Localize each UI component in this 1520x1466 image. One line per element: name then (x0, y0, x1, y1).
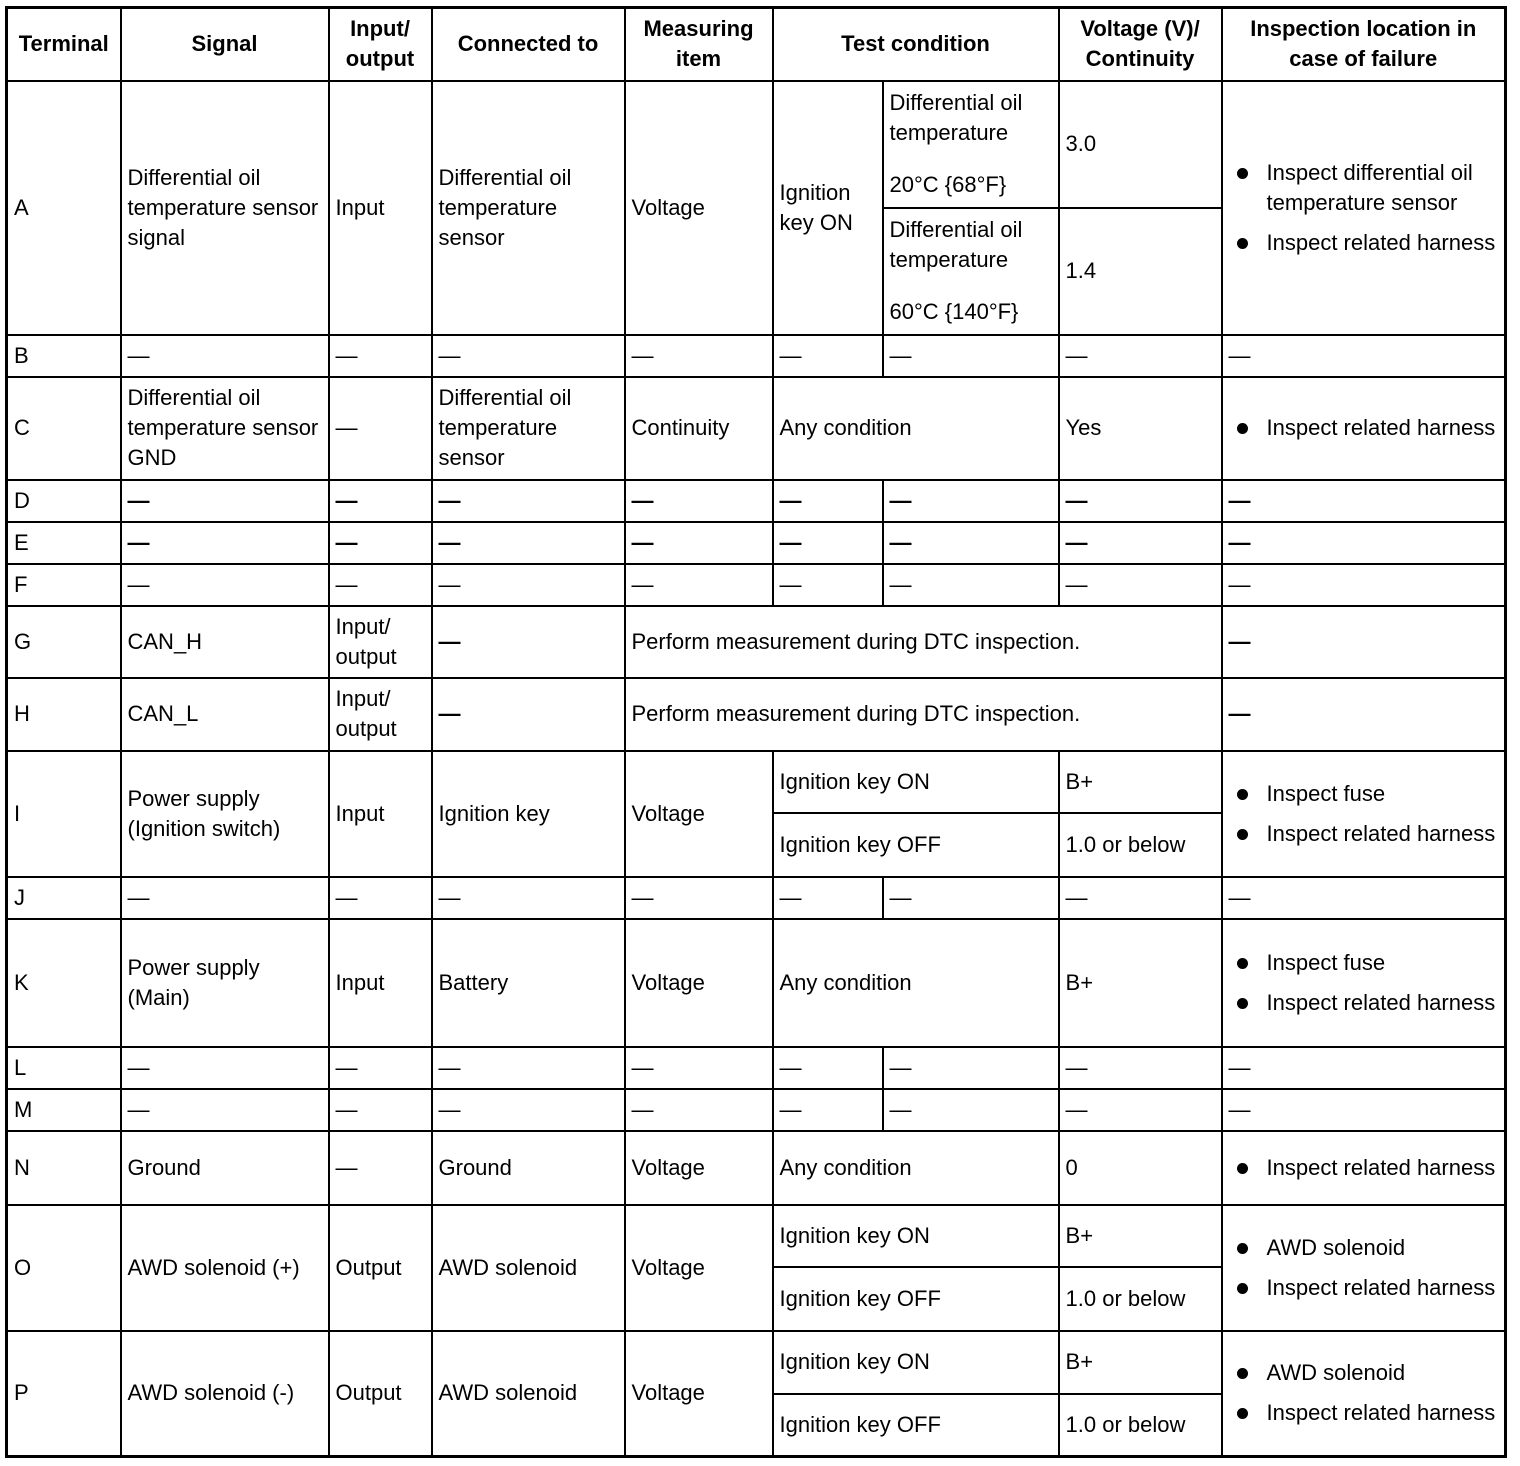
inspection-list (1229, 779, 1499, 849)
dash-cell: — (121, 1047, 329, 1089)
header-measuring-item: Measuring item (625, 8, 773, 81)
measuring-item-cell: Voltage (625, 1205, 773, 1331)
inspection-list (1229, 413, 1499, 443)
inspection-item: AWD solenoid (1267, 1233, 1499, 1263)
dash-cell: — (1222, 1089, 1506, 1131)
dash-cell: — (625, 564, 773, 606)
terminal-cell: O (7, 1205, 121, 1331)
value-cell: 1.0 or below (1059, 1394, 1222, 1457)
terminal-cell: P (7, 1331, 121, 1457)
terminal-voltage-table (5, 6, 1507, 1458)
table-row (7, 1131, 1506, 1205)
inspection-item: Inspect differential oil temperature sensor (1267, 158, 1499, 218)
signal-cell: Differential oil temperature sensor GND (121, 377, 329, 480)
dash-cell: — (625, 877, 773, 919)
note-cell: Perform measurement during DTC inspection. (625, 606, 1222, 678)
dash-cell: — (1222, 564, 1506, 606)
inspection-item: Inspect related harness (1267, 228, 1499, 258)
dash-cell: — (329, 480, 432, 522)
dash-cell: — (1059, 1089, 1222, 1131)
dash-cell: — (773, 335, 883, 377)
header-voltage: Voltage (V)/ Continuity (1059, 8, 1222, 81)
terminal-cell: C (7, 377, 121, 480)
dash-cell: — (121, 480, 329, 522)
dash-cell: — (1222, 678, 1506, 751)
header-connected-to: Connected to (432, 8, 625, 81)
condition-cell: Ignition key ON (773, 1331, 1059, 1394)
dash-cell: — (625, 1047, 773, 1089)
dash-cell: — (329, 564, 432, 606)
condition-cell: Any condition (773, 1131, 1059, 1205)
dash-cell: — (329, 335, 432, 377)
table-row (7, 606, 1506, 678)
value-cell: 1.0 or below (1059, 813, 1222, 877)
value-cell: 1.4 (1059, 208, 1222, 335)
measuring-item-cell: Voltage (625, 1331, 773, 1457)
inspection-item: Inspect fuse (1267, 948, 1499, 978)
dash-cell: — (432, 877, 625, 919)
terminal-cell: G (7, 606, 121, 678)
dash-cell: — (773, 1047, 883, 1089)
signal-cell: Differential oil temperature sensor signal (121, 81, 329, 335)
inspection-item: Inspect related harness (1267, 1398, 1499, 1428)
dash-cell: — (883, 1047, 1059, 1089)
inspection-item: Inspect fuse (1267, 779, 1499, 809)
terminal-cell: H (7, 678, 121, 751)
io-cell: Output (329, 1331, 432, 1457)
condition-cell: Any condition (773, 377, 1059, 480)
dash-cell: — (1059, 564, 1222, 606)
sub-condition-cell (883, 208, 1059, 335)
io-cell: Input/ output (329, 606, 432, 678)
dash-cell: — (1222, 1047, 1506, 1089)
inspection-list (1229, 1233, 1499, 1303)
inspection-list (1229, 1358, 1499, 1428)
signal-cell: AWD solenoid (+) (121, 1205, 329, 1331)
dash-cell: — (329, 1089, 432, 1131)
header-signal: Signal (121, 8, 329, 81)
table-row (7, 877, 1506, 919)
dash-cell: — (121, 335, 329, 377)
dash-cell: — (883, 564, 1059, 606)
terminal-cell: N (7, 1131, 121, 1205)
header-inspection: Inspection location in case of failure (1222, 8, 1506, 81)
io-cell: Input (329, 919, 432, 1047)
inspection-item: AWD solenoid (1267, 1358, 1499, 1388)
sub-condition-temp: 60°C {140°F} (889, 299, 1019, 324)
header-terminal: Terminal (7, 8, 121, 81)
connected-to-cell: Ground (432, 1131, 625, 1205)
signal-cell: CAN_H (121, 606, 329, 678)
dash-cell: — (432, 522, 625, 564)
terminal-cell: A (7, 81, 121, 335)
terminal-cell: B (7, 335, 121, 377)
dash-cell: — (1059, 480, 1222, 522)
dash-cell: — (625, 480, 773, 522)
dash-cell: — (1222, 480, 1506, 522)
table-row (7, 335, 1506, 377)
dash-cell: — (432, 1047, 625, 1089)
signal-cell: Power supply (Main) (121, 919, 329, 1047)
measuring-item-cell: Continuity (625, 377, 773, 480)
connected-to-cell: Differential oil temperature sensor (432, 377, 625, 480)
io-cell: Input (329, 81, 432, 335)
value-cell: B+ (1059, 919, 1222, 1047)
inspection-cell (1222, 751, 1506, 877)
io-cell: Input/ output (329, 678, 432, 751)
sub-condition-temp: 20°C {68°F} (889, 172, 1007, 197)
value-cell: 3.0 (1059, 81, 1222, 208)
condition-cell: Ignition key ON (773, 1205, 1059, 1267)
dash-cell: — (1059, 522, 1222, 564)
terminal-cell: K (7, 919, 121, 1047)
inspection-cell (1222, 377, 1506, 480)
terminal-cell: J (7, 877, 121, 919)
table-row (7, 480, 1506, 522)
dash-cell: — (883, 522, 1059, 564)
dash-cell: — (1222, 877, 1506, 919)
condition-cell: Ignition key OFF (773, 1394, 1059, 1457)
dash-cell: — (1222, 335, 1506, 377)
inspection-item: Inspect related harness (1267, 1273, 1499, 1303)
condition-cell: Ignition key OFF (773, 813, 1059, 877)
measuring-item-cell: Voltage (625, 81, 773, 335)
condition-cell: Ignition key ON (773, 751, 1059, 813)
dash-cell: — (1059, 877, 1222, 919)
table-row (7, 1331, 1506, 1394)
terminal-cell: L (7, 1047, 121, 1089)
table-row (7, 1205, 1506, 1267)
table-row (7, 522, 1506, 564)
dash-cell: — (329, 377, 432, 480)
dash-cell: — (625, 522, 773, 564)
dash-cell: — (883, 480, 1059, 522)
dash-cell: — (1059, 335, 1222, 377)
value-cell: B+ (1059, 1205, 1222, 1267)
signal-cell: CAN_L (121, 678, 329, 751)
connected-to-cell: AWD solenoid (432, 1205, 625, 1331)
condition-cell: Ignition key OFF (773, 1267, 1059, 1331)
dash-cell: — (773, 564, 883, 606)
table-row (7, 1047, 1506, 1089)
table-row (7, 919, 1506, 1047)
dash-cell: — (625, 335, 773, 377)
dash-cell: — (432, 335, 625, 377)
inspection-item: Inspect related harness (1267, 413, 1499, 443)
connected-to-cell: Battery (432, 919, 625, 1047)
dash-cell: — (773, 1089, 883, 1131)
header-row (7, 8, 1506, 81)
table-row (7, 81, 1506, 208)
dash-cell: — (773, 522, 883, 564)
table-row (7, 678, 1506, 751)
dash-cell: — (432, 678, 625, 751)
dash-cell: — (432, 606, 625, 678)
sub-condition-label: Differential oil temperature (889, 90, 1023, 145)
header-io: Input/ output (329, 8, 432, 81)
dash-cell: — (883, 335, 1059, 377)
dash-cell: — (121, 1089, 329, 1131)
dash-cell: — (883, 877, 1059, 919)
dash-cell: — (121, 877, 329, 919)
dash-cell: — (1222, 606, 1506, 678)
table-row (7, 1089, 1506, 1131)
inspection-cell (1222, 919, 1506, 1047)
dash-cell: — (773, 480, 883, 522)
sub-condition-cell (883, 81, 1059, 208)
dash-cell: — (1059, 1047, 1222, 1089)
dash-cell: — (773, 877, 883, 919)
inspection-cell (1222, 1131, 1506, 1205)
value-cell: B+ (1059, 1331, 1222, 1394)
inspection-cell (1222, 81, 1506, 335)
terminal-cell: D (7, 480, 121, 522)
io-cell: Input (329, 751, 432, 877)
dash-cell: — (329, 1131, 432, 1205)
connected-to-cell: Differential oil temperature sensor (432, 81, 625, 335)
terminal-cell: E (7, 522, 121, 564)
dash-cell: — (329, 1047, 432, 1089)
measuring-item-cell: Voltage (625, 751, 773, 877)
inspection-list (1229, 1153, 1499, 1183)
inspection-list (1229, 948, 1499, 1018)
header-test-condition: Test condition (773, 8, 1059, 81)
connected-to-cell: Ignition key (432, 751, 625, 877)
dash-cell: — (329, 877, 432, 919)
inspection-list (1229, 158, 1499, 258)
dash-cell: — (329, 522, 432, 564)
dash-cell: — (625, 1089, 773, 1131)
signal-cell: AWD solenoid (-) (121, 1331, 329, 1457)
value-cell: B+ (1059, 751, 1222, 813)
dash-cell: — (1222, 522, 1506, 564)
note-cell: Perform measurement during DTC inspection. (625, 678, 1222, 751)
dash-cell: — (883, 1089, 1059, 1131)
connected-to-cell: AWD solenoid (432, 1331, 625, 1457)
dash-cell: — (121, 522, 329, 564)
inspection-item: Inspect related harness (1267, 988, 1499, 1018)
inspection-item: Inspect related harness (1267, 819, 1499, 849)
measuring-item-cell: Voltage (625, 1131, 773, 1205)
terminal-cell: F (7, 564, 121, 606)
io-cell: Output (329, 1205, 432, 1331)
terminal-cell: I (7, 751, 121, 877)
signal-cell: Ground (121, 1131, 329, 1205)
condition-cell: Ignition key ON (773, 81, 883, 335)
value-cell: 0 (1059, 1131, 1222, 1205)
dash-cell: — (432, 564, 625, 606)
table-row (7, 564, 1506, 606)
dash-cell: — (121, 564, 329, 606)
inspection-cell (1222, 1331, 1506, 1457)
condition-cell: Any condition (773, 919, 1059, 1047)
table-row (7, 751, 1506, 813)
measuring-item-cell: Voltage (625, 919, 773, 1047)
inspection-cell (1222, 1205, 1506, 1331)
signal-cell: Power supply (Ignition switch) (121, 751, 329, 877)
inspection-item: Inspect related harness (1267, 1153, 1499, 1183)
terminal-cell: M (7, 1089, 121, 1131)
sub-condition-label: Differential oil temperature (889, 217, 1023, 272)
table-row (7, 377, 1506, 480)
value-cell: Yes (1059, 377, 1222, 480)
value-cell: 1.0 or below (1059, 1267, 1222, 1331)
dash-cell: — (432, 1089, 625, 1131)
dash-cell: — (432, 480, 625, 522)
